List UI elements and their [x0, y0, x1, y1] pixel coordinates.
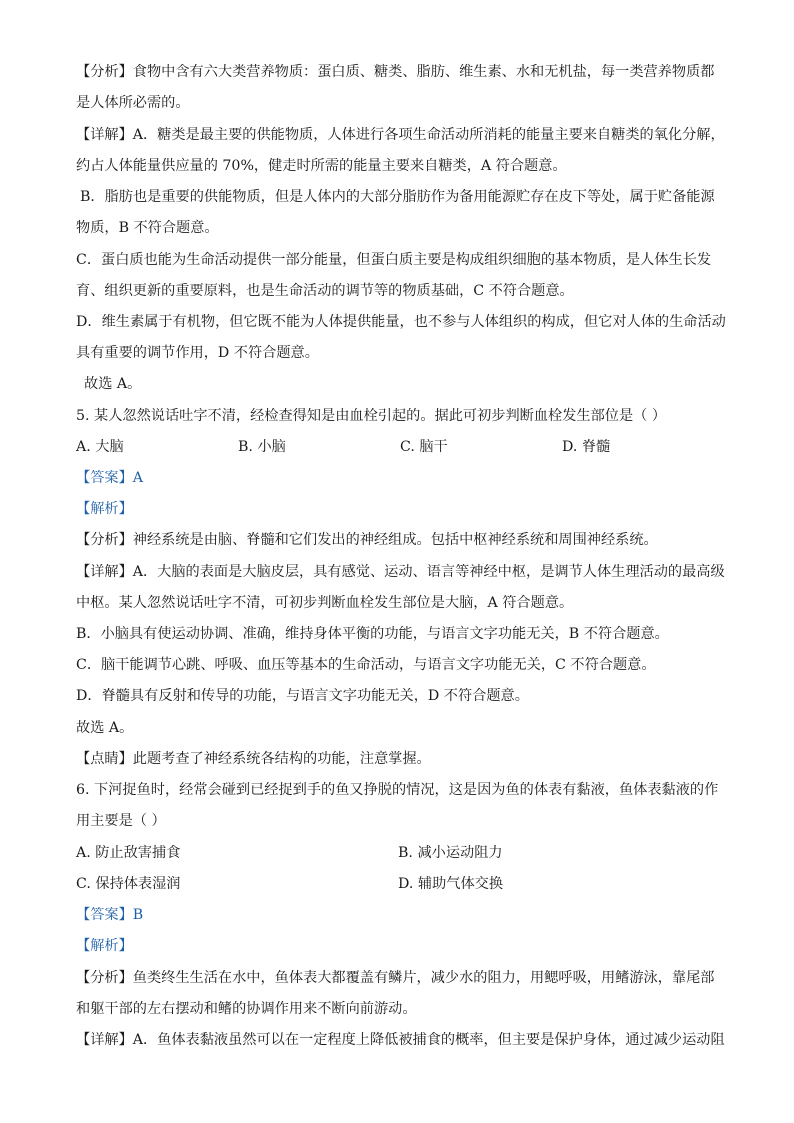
q5-option-a: A. 大脑 — [76, 439, 124, 455]
q5-analysis-label: 【解析】 — [76, 501, 133, 517]
q6-option-c: C. 保持体表湿润 — [76, 876, 181, 892]
q5-option-d: D. 脊髓 — [562, 439, 611, 455]
q6-answer: 【答案】B — [76, 907, 144, 923]
q5-option-c: C. 脑干 — [400, 439, 448, 455]
q6-option-d: D. 辅助气体交换 — [398, 876, 504, 892]
q5-detail-a-line-1: 【详解】A．大脑的表面是大脑皮层，具有感觉、运动、语言等神经中枢，是调节人体生理活动的最高级 — [76, 564, 725, 580]
q5-analysis: 【分析】神经系统是由脑、脊髓和它们发出的神经组成。包括中枢神经系统和周围神经系统。 — [76, 532, 658, 548]
q5-detail-b: B．小脑具有使运动协调、准确，维持身体平衡的功能，与语言文字功能无关，B 不符合题意。 — [76, 626, 669, 642]
q6-analysis-line-2: 和躯干部的左右摆动和鳍的协调作用来不断向前游动。 — [76, 1001, 417, 1017]
q5-answer: 【答案】A — [76, 470, 143, 486]
q6-option-a: A. 防止敌害捕食 — [76, 845, 181, 861]
q6-stem-line-2: 用主要是（ ） — [76, 813, 166, 829]
q6-detail-a-line-1: 【详解】A．鱼体表黏液虽然可以在一定程度上降低被捕食的概率，但主要是保护身体，通过减少运动阻 — [76, 1032, 725, 1048]
q5-conclusion: 故选 A。 — [76, 720, 134, 736]
q6-option-b: B. 减小运动阻力 — [398, 845, 503, 861]
q6-stem-line-1: 6. 下河捉鱼时，经常会碰到已经捉到手的鱼又挣脱的情况，这是因为鱼的体表有黏液，鱼体表黏液的作 — [76, 782, 719, 798]
q4-analysis-line-2: 是人体所必需的。 — [76, 95, 190, 111]
q4-detail-d-line-1: D．维生素属于有机物，但它既不能为人体提供能量，也不参与人体组织的构成，但它对人体的生命活动 — [76, 314, 726, 330]
q5-detail-a-line-2: 中枢。某人忽然说话吐字不清，可初步判断血栓发生部位是大脑，A 符合题意。 — [76, 595, 574, 611]
q5-comment: 【点睛】此题考查了神经系统各结构的功能，注意掌握。 — [76, 751, 431, 767]
q5-stem: 5. 某人忽然说话吐字不清，经检查得知是由血栓引起的。据此可初步判断血栓发生部位是（ ） — [76, 408, 667, 424]
q4-detail-b-line-1: B．脂肪也是重要的供能物质，但是人体内的大部分脂肪作为备用能源贮存在皮下等处，属于贮备能源 — [80, 189, 715, 205]
q5-detail-d: D．脊髓具有反射和传导的功能，与语言文字功能无关，D 不符合题意。 — [76, 688, 529, 704]
q4-detail-a-line-1: 【详解】A．糖类是最主要的供能物质，人体进行各项生命活动所消耗的能量主要来自糖类的氧化分解， — [76, 127, 725, 143]
q4-detail-c-line-1: C．蛋白质也能为生命活动提供一部分能量，但蛋白质主要是构成组织细胞的基本物质，是人体生长发 — [76, 252, 712, 268]
q4-conclusion: 故选 A。 — [84, 376, 142, 392]
q4-detail-a-line-2: 约占人体能量供应量的 70%，健走时所需的能量主要来自糖类，A 符合题意。 — [76, 158, 567, 174]
q4-detail-d-line-2: 具有重要的调节作用，D 不符合题意。 — [76, 345, 319, 361]
q6-analysis-line-1: 【分析】鱼类终生生活在水中，鱼体表大都覆盖有鳞片，减少水的阻力，用鳃呼吸，用鳍游泳，靠尾部 — [76, 970, 715, 986]
q6-analysis-label: 【解析】 — [76, 938, 133, 954]
q4-detail-b-line-2: 物质，B 不符合题意。 — [76, 220, 219, 236]
q4-detail-c-line-2: 育、组织更新的重要原料，也是生命活动的调节等的物质基础，C 不符合题意。 — [76, 283, 574, 299]
q4-analysis-line-1: 【分析】食物中含有六大类营养物质：蛋白质、糖类、脂肪、维生素、水和无机盐，每一类营养物质都 — [76, 64, 715, 80]
q5-option-b: B. 小脑 — [238, 439, 286, 455]
q5-detail-c: C．脑干能调节心跳、呼吸、血压等基本的生命活动，与语言文字功能无关，C 不符合题意。 — [76, 657, 656, 673]
